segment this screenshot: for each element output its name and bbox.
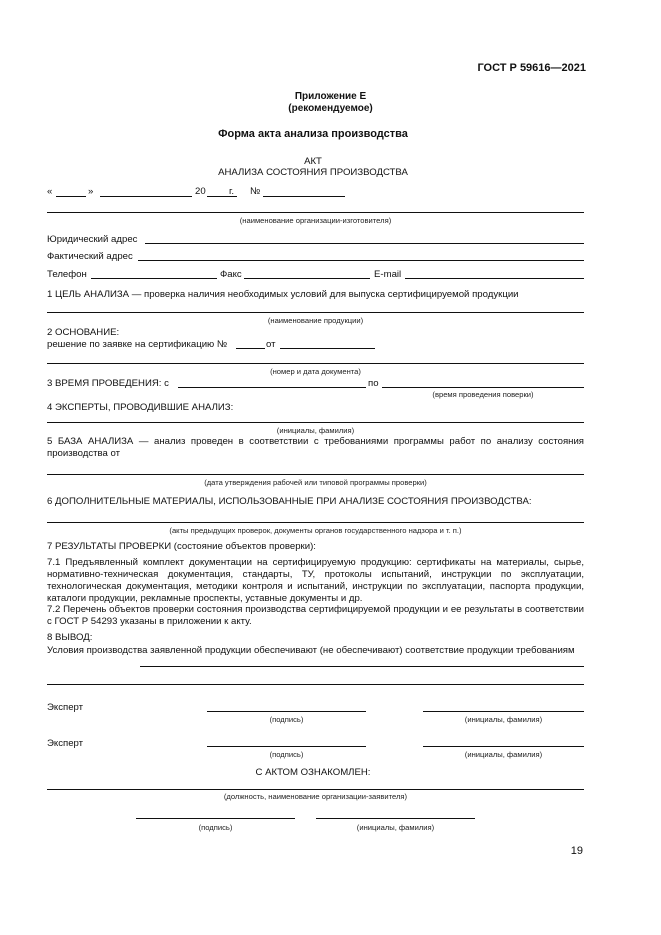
expert-1-signature-caption: (подпись): [269, 715, 304, 724]
expert-2-label: Эксперт: [47, 738, 84, 749]
email-blank[interactable]: [405, 278, 584, 279]
period-caption: (время проведения поверки): [432, 390, 534, 399]
document-blank[interactable]: [47, 363, 584, 364]
expert-1-signature-blank[interactable]: [207, 711, 366, 712]
application-number-blank[interactable]: [236, 348, 265, 349]
fax-label: Факс: [220, 269, 242, 280]
product-blank[interactable]: [47, 312, 584, 313]
appendix-subtitle: (рекомендуемое): [288, 103, 373, 114]
date-year-suffix: г.: [229, 186, 234, 197]
applicant-signature-caption: (подпись): [198, 823, 233, 832]
date-month-blank[interactable]: [100, 196, 192, 197]
position-blank[interactable]: [47, 789, 584, 790]
position-caption: (должность, наименование организации-заявителя): [223, 792, 408, 801]
section-1-purpose: 1 ЦЕЛЬ АНАЛИЗА — проверка наличия необходимых условий для выпуска сертифицируемой продукции: [47, 289, 519, 300]
application-date-blank[interactable]: [280, 348, 375, 349]
product-caption: (наименование продукции): [267, 316, 364, 325]
phone-blank[interactable]: [91, 278, 217, 279]
section-5-basis: 5 БАЗА АНАЛИЗА — анализ проведен в соответствии с требованиями программы работ по анализу состояния производства от: [47, 436, 584, 459]
section-8-text: Условия производства заявленной продукции обеспечивают (не обеспечивают) соответствие продукции требованиям: [47, 645, 575, 656]
organization-caption: (наименование организации-изготовителя): [239, 216, 392, 225]
expert-2-initials-blank[interactable]: [423, 746, 584, 747]
section-7-2-objects: 7.2 Перечень объектов проверки состояния производства сертифицируемой продукции и ее результаты в соответствии с ГОСТ Р 54293 указаны в приложении к акту.: [47, 604, 584, 627]
expert-2-signature-blank[interactable]: [207, 746, 366, 747]
phone-label: Телефон: [47, 269, 87, 280]
section-2-from: от: [266, 339, 276, 350]
expert-2-signature-caption: (подпись): [269, 750, 304, 759]
materials-blank[interactable]: [47, 522, 584, 523]
section-6-materials: 6 ДОПОЛНИТЕЛЬНЫЕ МАТЕРИАЛЫ, ИСПОЛЬЗОВАННЫЕ ПРИ АНАЛИЗЕ СОСТОЯНИЯ ПРОИЗВОДСТВА:: [47, 496, 532, 507]
program-caption: (дата утверждения рабочей или типовой программы проверки): [204, 478, 427, 487]
applicant-initials-blank[interactable]: [316, 818, 475, 819]
section-3-time: 3 ВРЕМЯ ПРОВЕДЕНИЯ: с: [47, 378, 169, 389]
actual-address-label: Фактический адрес: [47, 251, 133, 262]
fax-blank[interactable]: [244, 278, 370, 279]
expert-1-label: Эксперт: [47, 702, 84, 713]
organization-blank[interactable]: [47, 212, 584, 213]
experts-caption: (инициалы, фамилия): [276, 426, 355, 435]
period-end-blank[interactable]: [382, 387, 584, 388]
section-2-basis: 2 ОСНОВАНИЕ:: [47, 327, 120, 338]
act-subtitle: АНАЛИЗА СОСТОЯНИЯ ПРОИЗВОДСТВА: [218, 167, 408, 178]
date-open-quote: «: [47, 186, 53, 197]
materials-caption: (акты предыдущих проверок, документы органов государственного надзора и т. п.): [169, 526, 462, 535]
section-4-experts: 4 ЭКСПЕРТЫ, ПРОВОДИВШИЕ АНАЛИЗ:: [47, 402, 234, 413]
acquainted-heading: С АКТОМ ОЗНАКОМЛЕН:: [255, 767, 371, 778]
document-caption: (номер и дата документа): [270, 367, 361, 376]
date-year: 20: [195, 186, 206, 197]
act-title: АКТ: [304, 156, 322, 167]
date-close-quote: »: [88, 186, 94, 197]
page-number: 19: [570, 845, 583, 857]
act-number-label: №: [250, 186, 261, 197]
expert-1-initials-caption: (инициалы, фамилия): [464, 715, 543, 724]
section-3-to: по: [368, 378, 379, 389]
section-7-results: 7 РЕЗУЛЬТАТЫ ПРОВЕРКИ (состояние объектов проверки):: [47, 541, 316, 552]
date-day-blank[interactable]: [56, 196, 86, 197]
program-blank[interactable]: [47, 474, 584, 475]
expert-1-initials-blank[interactable]: [423, 711, 584, 712]
conclusion-blank[interactable]: [47, 684, 584, 685]
section-7-1-documentation: 7.1 Предъявленный комплект документации на сертифицируемую продукцию: сертификаты на материалы, сырье, нормативно-техническая документация, стандарты, ТУ, протоколы испытаний, инструкции по эксплуатации, технологическая документация, методики контроля и испытаний, инструкции по эксплуатации, паспорта продукции, каталоги продукции, рекламные проспекты, уставные документы и др.: [47, 557, 584, 604]
applicant-initials-caption: (инициалы, фамилия): [356, 823, 435, 832]
appendix-title: Приложение Е: [294, 91, 367, 102]
expert-2-initials-caption: (инициалы, фамилия): [464, 750, 543, 759]
experts-blank[interactable]: [47, 422, 584, 423]
email-label: E-mail: [374, 269, 402, 280]
act-number-blank[interactable]: [263, 196, 345, 197]
applicant-signature-blank[interactable]: [136, 818, 295, 819]
section-8-conclusion: 8 ВЫВОД:: [47, 632, 93, 643]
standard-designation: ГОСТ Р 59616—2021: [477, 62, 586, 74]
legal-address-label: Юридический адрес: [47, 234, 138, 245]
section-2-text: решение по заявке на сертификацию №: [47, 339, 228, 350]
requirements-blank[interactable]: [140, 666, 584, 667]
actual-address-blank[interactable]: [138, 260, 584, 261]
legal-address-blank[interactable]: [145, 243, 584, 244]
period-start-blank[interactable]: [178, 387, 366, 388]
form-title: Форма акта анализа производства: [218, 128, 408, 140]
